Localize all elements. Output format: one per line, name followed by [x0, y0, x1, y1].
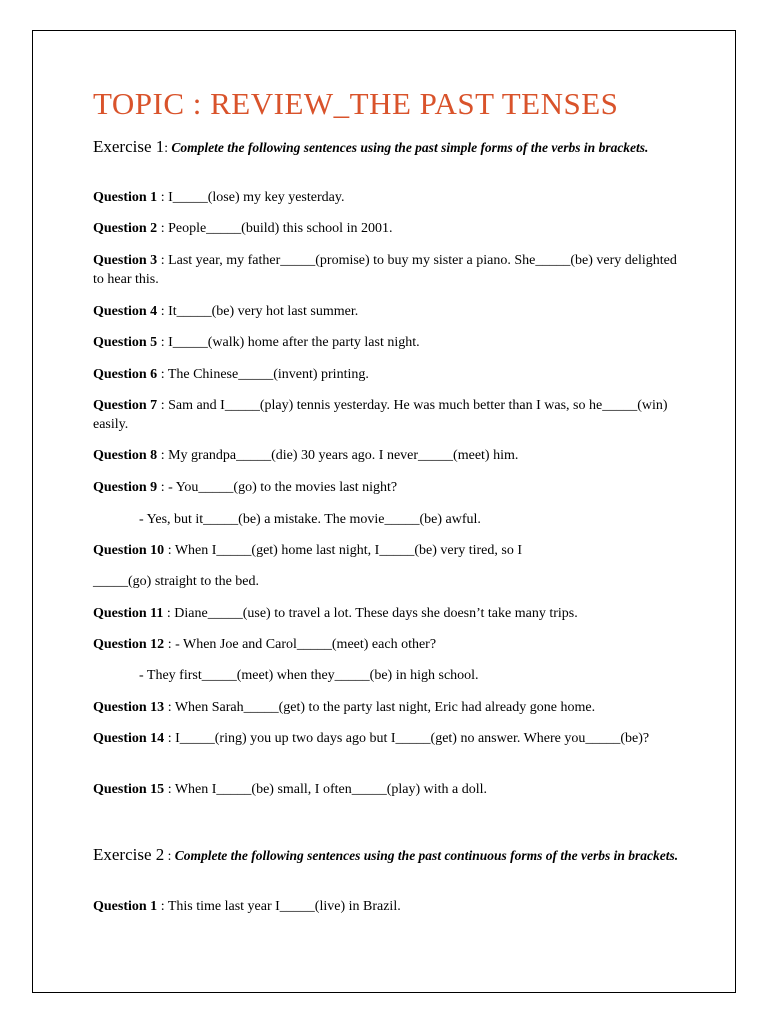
exercise-1-separator: : — [164, 140, 172, 155]
question-4 — [93, 302, 683, 321]
question-13 — [93, 698, 683, 717]
question-label: Question 13 — [93, 700, 165, 715]
question-text: : Sam and I_____(play) tennis yesterday. He was much better than I was, so he_____(win) easily. — [93, 398, 668, 432]
question-5 — [93, 333, 683, 352]
question-text: : The Chinese_____(invent) printing. — [157, 367, 369, 382]
question-7 — [93, 396, 683, 434]
exercise-2-question-1 — [93, 897, 683, 916]
question-text: : It_____(be) very hot last summer. — [157, 304, 359, 319]
question-15 — [93, 780, 683, 799]
question-11 — [93, 604, 683, 623]
question-label: Question 12 — [93, 637, 165, 652]
exercise-2-label: Exercise 2 — [93, 845, 165, 864]
question-label: Question 8 — [93, 448, 158, 463]
question-label: Question 5 — [93, 335, 158, 350]
question-text: : Diane_____(use) to travel a lot. These days she doesn’t take many trips. — [163, 606, 578, 621]
question-14 — [93, 729, 683, 748]
question-10 — [93, 541, 683, 560]
question-12-answer — [139, 666, 679, 685]
question-8 — [93, 446, 683, 465]
question-12 — [93, 635, 683, 654]
question-text: : When I_____(get) home last night, I_____(be) very tired, so I — [164, 543, 523, 558]
exercise-1-instruction: Complete the following sentences using the past simple forms of the verbs in brackets. — [171, 140, 649, 155]
question-label: Question 14 — [93, 731, 165, 746]
question-text: - Yes, but it_____(be) a mistake. The movie_____(be) awful. — [139, 512, 481, 527]
question-text: : I_____(walk) home after the party last night. — [157, 335, 420, 350]
question-label: Question 4 — [93, 304, 158, 319]
exercise-2-heading — [93, 845, 683, 865]
question-text: : When I_____(be) small, I often_____(play) with a doll. — [164, 782, 488, 797]
question-text: : I_____(ring) you up two days ago but I_____(get) no answer. Where you_____(be)? — [164, 731, 650, 746]
exercise-1-heading — [93, 137, 683, 157]
exercise-2-separator: : — [164, 848, 175, 863]
question-text: : I_____(lose) my key yesterday. — [157, 190, 345, 205]
page-title: TOPIC : REVIEW_THE PAST TENSES — [93, 86, 619, 121]
question-text: - They first_____(meet) when they_____(be) in high school. — [139, 668, 479, 683]
question-3 — [93, 251, 683, 289]
question-label: Question 1 — [93, 899, 158, 914]
question-label: Question 1 — [93, 190, 158, 205]
question-9 — [93, 478, 683, 497]
question-9-answer — [139, 510, 679, 529]
question-1 — [93, 188, 683, 207]
question-label: Question 9 — [93, 480, 158, 495]
question-label: Question 11 — [93, 606, 164, 621]
question-text: : This time last year I_____(live) in Brazil. — [157, 899, 401, 914]
question-label: Question 6 — [93, 367, 158, 382]
question-label: Question 15 — [93, 782, 165, 797]
question-10-continuation — [93, 572, 683, 591]
question-text: : When Sarah_____(get) to the party last night, Eric had already gone home. — [164, 700, 596, 715]
question-label: Question 2 — [93, 221, 158, 236]
question-text: _____(go) straight to the bed. — [93, 574, 260, 589]
question-text: : - When Joe and Carol_____(meet) each other? — [164, 637, 437, 652]
question-label: Question 7 — [93, 398, 158, 413]
question-text: : My grandpa_____(die) 30 years ago. I never_____(meet) him. — [157, 448, 519, 463]
question-text: : Last year, my father_____(promise) to buy my sister a piano. She_____(be) very delighted to hear this. — [93, 253, 677, 287]
exercise-1-label: Exercise 1 — [93, 137, 165, 156]
exercise-2-instruction: Complete the following sentences using the past continuous forms of the verbs in brackets. — [174, 848, 679, 863]
question-label: Question 10 — [93, 543, 165, 558]
question-6 — [93, 365, 683, 384]
question-2 — [93, 219, 683, 238]
question-label: Question 3 — [93, 253, 158, 268]
question-text: : - You_____(go) to the movies last night? — [157, 480, 398, 495]
question-text: : People_____(build) this school in 2001. — [157, 221, 393, 236]
